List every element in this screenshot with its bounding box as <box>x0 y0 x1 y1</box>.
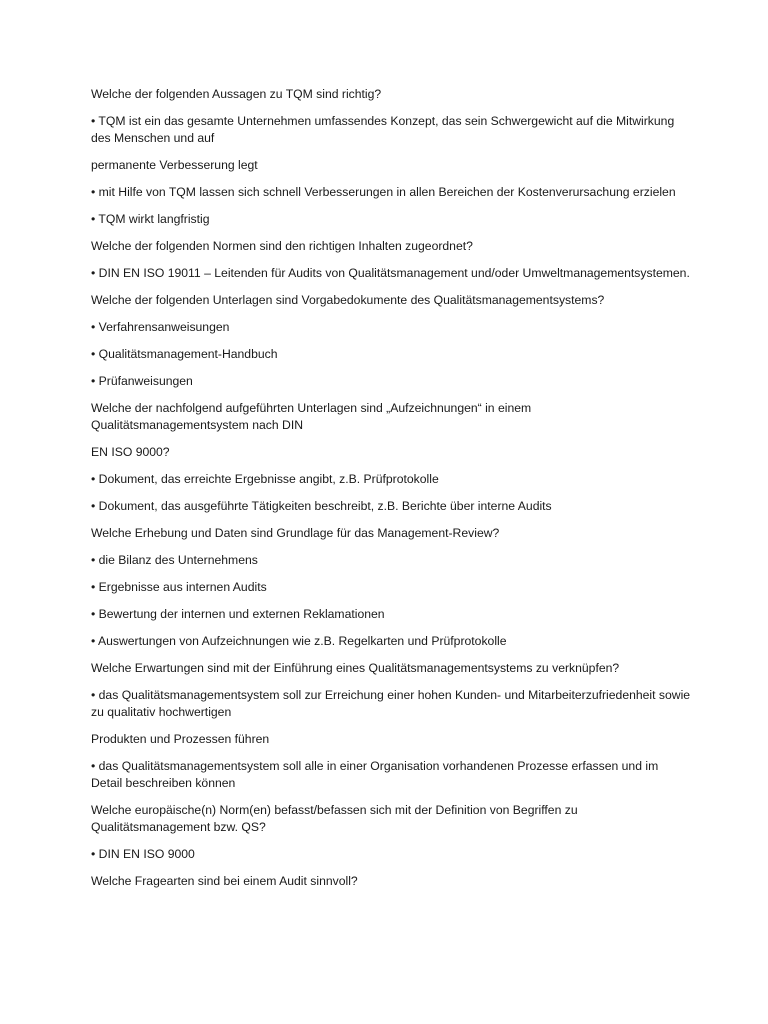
question-text: Welche Fragearten sind bei einem Audit sinnvoll? <box>91 874 358 888</box>
answer-item: • Dokument, das ausgeführte Tätigkeiten beschreibt, z.B. Berichte über interne Audits <box>91 499 552 513</box>
answer-item: • Prüfanweisungen <box>91 374 193 388</box>
question-text: Welche der nachfolgend aufgeführten Unterlagen sind „Aufzeichnungen“ in einem Qualitätsmanagementsystem nach DIN <box>91 401 532 432</box>
question-text: Welche Erwartungen sind mit der Einführung eines Qualitätsmanagementsystems zu verknüpfen? <box>91 661 620 675</box>
continuation-text: permanente Verbesserung legt <box>91 158 258 172</box>
answer-item: • Bewertung der internen und externen Reklamationen <box>91 607 385 621</box>
continuation-text: EN ISO 9000? <box>91 445 170 459</box>
question-text: Welche der folgenden Normen sind den richtigen Inhalten zugeordnet? <box>91 239 473 253</box>
answer-item: • Dokument, das erreichte Ergebnisse angibt, z.B. Prüfprotokolle <box>91 472 439 486</box>
answer-item: • Ergebnisse aus internen Audits <box>91 580 267 594</box>
question-text: Welche europäische(n) Norm(en) befasst/befassen sich mit der Definition von Begriffen zu Qualitätsmanagement bzw. QS? <box>91 803 578 834</box>
continuation-text: Produkten und Prozessen führen <box>91 732 270 746</box>
answer-item: • Verfahrensanweisungen <box>91 320 230 334</box>
answer-item: • das Qualitätsmanagementsystem soll alle in einer Organisation vorhandenen Prozesse erfassen und im Detail beschreiben können <box>91 759 659 790</box>
answer-item: • TQM ist ein das gesamte Unternehmen umfassendes Konzept, das sein Schwergewicht auf die Mitwirkung des Menschen und auf <box>91 114 675 145</box>
answer-item: • DIN EN ISO 19011 – Leitenden für Audits von Qualitätsmanagement und/oder Umweltmanagementsystemen. <box>91 266 690 280</box>
answer-item: • das Qualitätsmanagementsystem soll zur Erreichung einer hohen Kunden- und Mitarbeiterzufriedenheit sowie zu qualitativ hochwertigen <box>91 688 691 719</box>
answer-item: • Qualitätsmanagement-Handbuch <box>91 347 278 361</box>
answer-item: • Auswertungen von Aufzeichnungen wie z.B. Regelkarten und Prüfprotokolle <box>91 634 507 648</box>
question-text: Welche Erhebung und Daten sind Grundlage für das Management-Review? <box>91 526 500 540</box>
question-text: Welche der folgenden Aussagen zu TQM sind richtig? <box>91 87 382 101</box>
question-text: Welche der folgenden Unterlagen sind Vorgabedokumente des Qualitätsmanagementsystems? <box>91 293 605 307</box>
answer-item: • DIN EN ISO 9000 <box>91 847 195 861</box>
answer-item: • die Bilanz des Unternehmens <box>91 553 258 567</box>
answer-item: • TQM wirkt langfristig <box>91 212 210 226</box>
answer-item: • mit Hilfe von TQM lassen sich schnell Verbesserungen in allen Bereichen der Kostenverursachung erzielen <box>91 185 676 199</box>
document-body <box>91 86 691 900</box>
